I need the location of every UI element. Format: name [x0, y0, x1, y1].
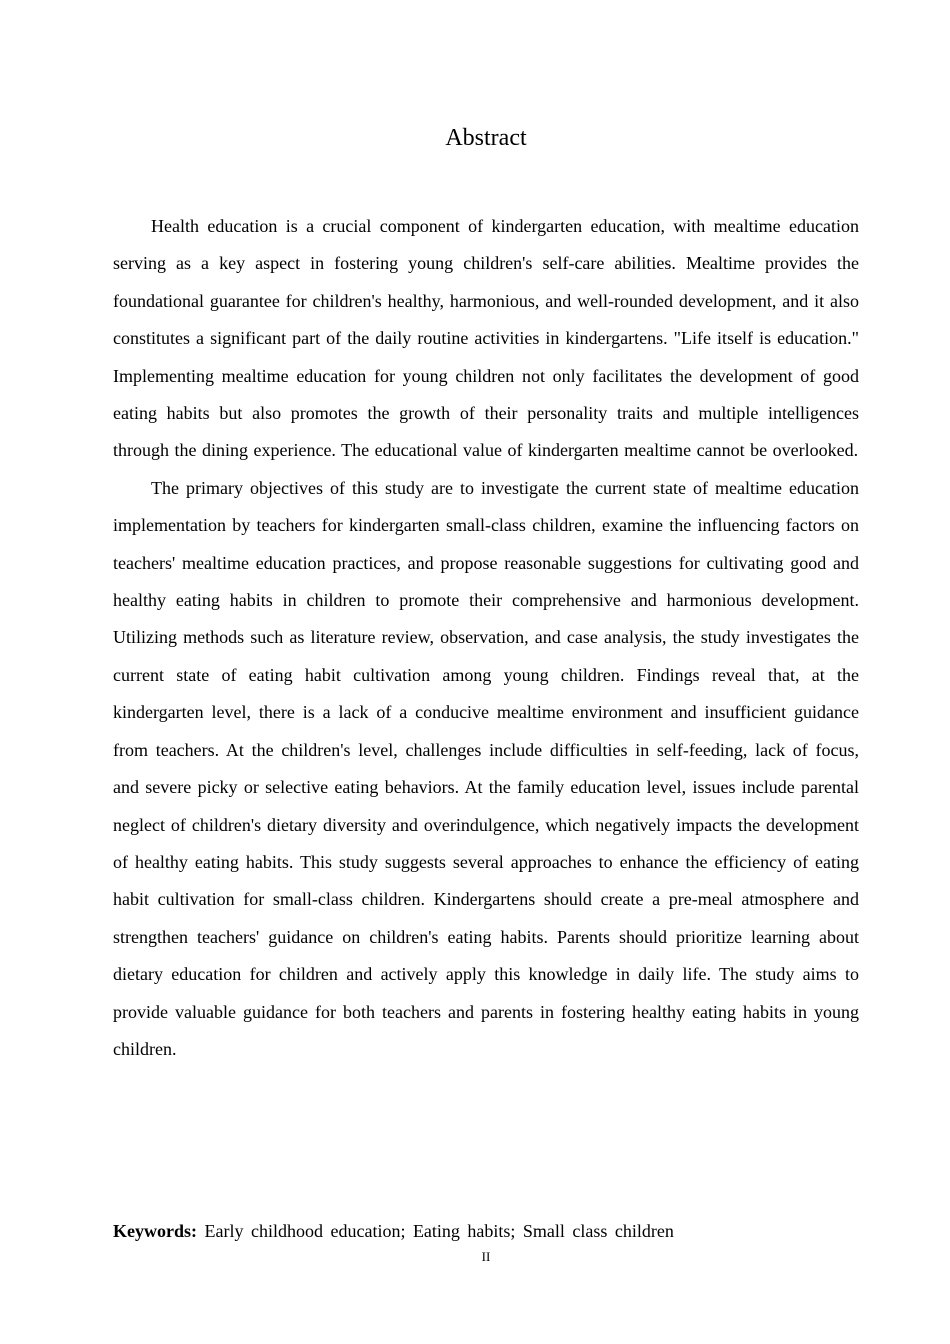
keywords-text: Early childhood education; Eating habits; Small class children: [204, 1221, 674, 1241]
keywords-line: [113, 1215, 859, 1247]
keywords-label: Keywords:: [113, 1221, 197, 1241]
abstract-paragraph-2: The primary objectives of this study are to investigate the current state of mealtime education implementation by teachers for kindergarten small-class children, examine the influencing factors on teachers' mealtime education practices, and propose reasonable suggestions for cultivating good and healthy eating habits in children to promote their comprehensive and harmonious development. Utilizing methods such as literature review, observation, and case analysis, the study investigates the current state of eating habit cultivation among young children. Findings reveal that, at the kindergarten level, there is a lack of a conducive mealtime environment and insufficient guidance from teachers. At the children's level, challenges include difficulties in self-feeding, lack of focus, and severe picky or selective eating behaviors. At the family education level, issues include parental neglect of children's dietary diversity and overindulgence, which negatively impacts the development of healthy eating habits. This study suggests several approaches to enhance the efficiency of eating habit cultivation for small-class children. Kindergartens should create a pre-meal atmosphere and strengthen teachers' guidance on children's eating habits. Parents should prioritize learning about dietary education for children and actively apply this knowledge in daily life. The study aims to provide valuable guidance for both teachers and parents in fostering healthy eating habits in young children.: [113, 477, 859, 1059]
abstract-paragraph-1: Health education is a crucial component of kindergarten education, with mealtime education serving as a key aspect in fostering young children's self-care abilities. Mealtime provides the foundational guarantee for children's healthy, harmonious, and well-rounded development, and it also constitutes a significant part of the daily routine activities in kindergartens. "Life itself is education." Implementing mealtime education for young children not only facilitates the development of good eating habits but also promotes the growth of their personality traits and multiple intelligences through the dining experience. The educational value of kindergarten mealtime cannot be overlooked.: [113, 216, 859, 461]
abstract-title: Abstract: [445, 125, 527, 151]
abstract-body: [113, 208, 859, 1068]
page-number: II: [481, 1249, 491, 1264]
